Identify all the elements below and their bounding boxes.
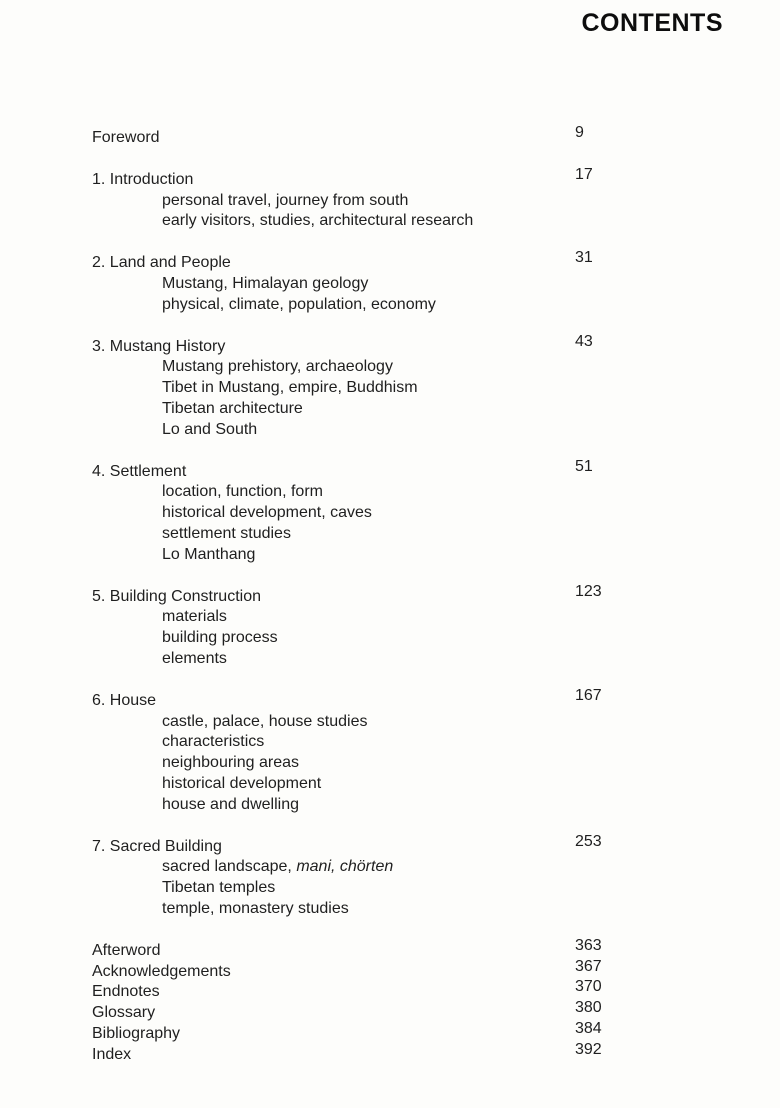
- entry-page-number: 31: [575, 249, 593, 267]
- entry-subtopic: Tibetan temples: [162, 879, 276, 897]
- toc-entry: [92, 249, 720, 315]
- back-matter-title: Afterword: [92, 941, 161, 959]
- entry-subtopic: historical development: [162, 774, 322, 792]
- entry-subtopic: physical, climate, population, economy: [162, 295, 436, 313]
- entry-page-number: 253: [575, 832, 602, 850]
- back-matter-row: [92, 1019, 720, 1045]
- back-matter-page-number: 363: [575, 936, 602, 954]
- back-matter-title: Glossary: [92, 1004, 156, 1022]
- back-matter-row: [92, 999, 720, 1024]
- entry-title: 7. Sacred Building: [92, 837, 222, 855]
- toc-entry: [92, 582, 720, 670]
- toc-entry: [92, 165, 720, 232]
- toc-entry-row: [92, 124, 720, 149]
- toc-entry-row: [92, 249, 720, 274]
- entry-subtopic: castle, palace, house studies: [162, 712, 368, 730]
- back-matter-title: Acknowledgements: [92, 962, 231, 980]
- toc-entry-row: [92, 686, 720, 712]
- back-matter-page-number: 384: [575, 1019, 602, 1037]
- entry-subtopic: house and dwelling: [162, 795, 299, 813]
- entry-title: 6. House: [92, 691, 157, 709]
- entry-subtopic: historical development, caves: [162, 504, 372, 522]
- back-matter-title: Bibliography: [92, 1024, 181, 1042]
- toc-entry-row: [92, 165, 720, 191]
- entry-subtopic: Tibetan architecture: [162, 399, 303, 417]
- entry-page-number: 51: [575, 457, 593, 475]
- entry-subtopic: early visitors, studies, architectural research: [162, 212, 474, 230]
- back-matter-title: Endnotes: [92, 983, 160, 1001]
- toc-entry: [92, 457, 720, 566]
- back-matter-title: Index: [92, 1045, 132, 1063]
- entry-subtopic: personal travel, journey from south: [162, 191, 409, 209]
- back-matter-row: [92, 957, 720, 983]
- entry-title: 3. Mustang History: [92, 337, 226, 355]
- entry-subtopic: characteristics: [162, 733, 265, 751]
- toc-entry-row: [92, 832, 720, 858]
- entry-subtopic: neighbouring areas: [162, 754, 299, 772]
- entry-subtopic: location, function, form: [162, 483, 323, 501]
- entry-subtopic: Lo Manthang: [162, 545, 256, 563]
- toc-entry-row: [92, 582, 720, 608]
- back-matter-row: [92, 1040, 720, 1066]
- back-matter-page-number: 367: [575, 957, 602, 975]
- entry-subtopic: [92, 857, 720, 878]
- entry-title: 5. Building Construction: [92, 587, 261, 605]
- entry-title: 1. Introduction: [92, 170, 194, 188]
- entry-page-number: 17: [575, 165, 593, 183]
- entry-subtopic: Lo and South: [162, 420, 258, 438]
- toc-entry: [92, 686, 720, 816]
- entry-subtopic: Mustang, Himalayan geology: [162, 274, 369, 292]
- entry-title: Foreword: [92, 129, 160, 146]
- back-matter-row: [92, 936, 720, 962]
- toc-entry-row: [92, 332, 720, 358]
- subtopic-italic-term: mani, chörten: [296, 858, 394, 876]
- entry-title: 4. Settlement: [92, 462, 187, 480]
- entry-page-number: 123: [575, 582, 602, 600]
- entry-page-number: 167: [575, 686, 602, 704]
- back-matter-page-number: 392: [575, 1040, 602, 1058]
- back-matter-page-number: 370: [575, 978, 602, 996]
- entry-title: 2. Land and People: [92, 254, 231, 272]
- page-title: CONTENTS: [581, 9, 723, 37]
- entry-subtopic: building process: [162, 629, 278, 647]
- entry-subtopic: settlement studies: [162, 524, 291, 542]
- entry-subtopic: temple, monastery studies: [162, 899, 349, 917]
- subtopic-text: sacred landscape,: [162, 858, 297, 876]
- entry-subtopic: elements: [162, 649, 227, 667]
- toc-entry: [92, 832, 720, 920]
- back-matter-page-number: 380: [575, 999, 602, 1017]
- entry-subtopic: Tibet in Mustang, empire, Buddhism: [162, 379, 418, 397]
- toc-list: [92, 124, 720, 1065]
- toc-entries: [92, 124, 720, 920]
- toc-entry: [92, 332, 720, 441]
- toc-entry-row: [92, 457, 720, 483]
- toc-entry: [92, 124, 720, 149]
- back-matter-list: [92, 936, 720, 1066]
- entry-subtopic: Mustang prehistory, archaeology: [162, 358, 393, 376]
- back-matter-row: [92, 978, 720, 1003]
- entry-page-number: 9: [575, 124, 584, 141]
- entry-subtopic: materials: [162, 608, 227, 626]
- entry-page-number: 43: [575, 332, 593, 350]
